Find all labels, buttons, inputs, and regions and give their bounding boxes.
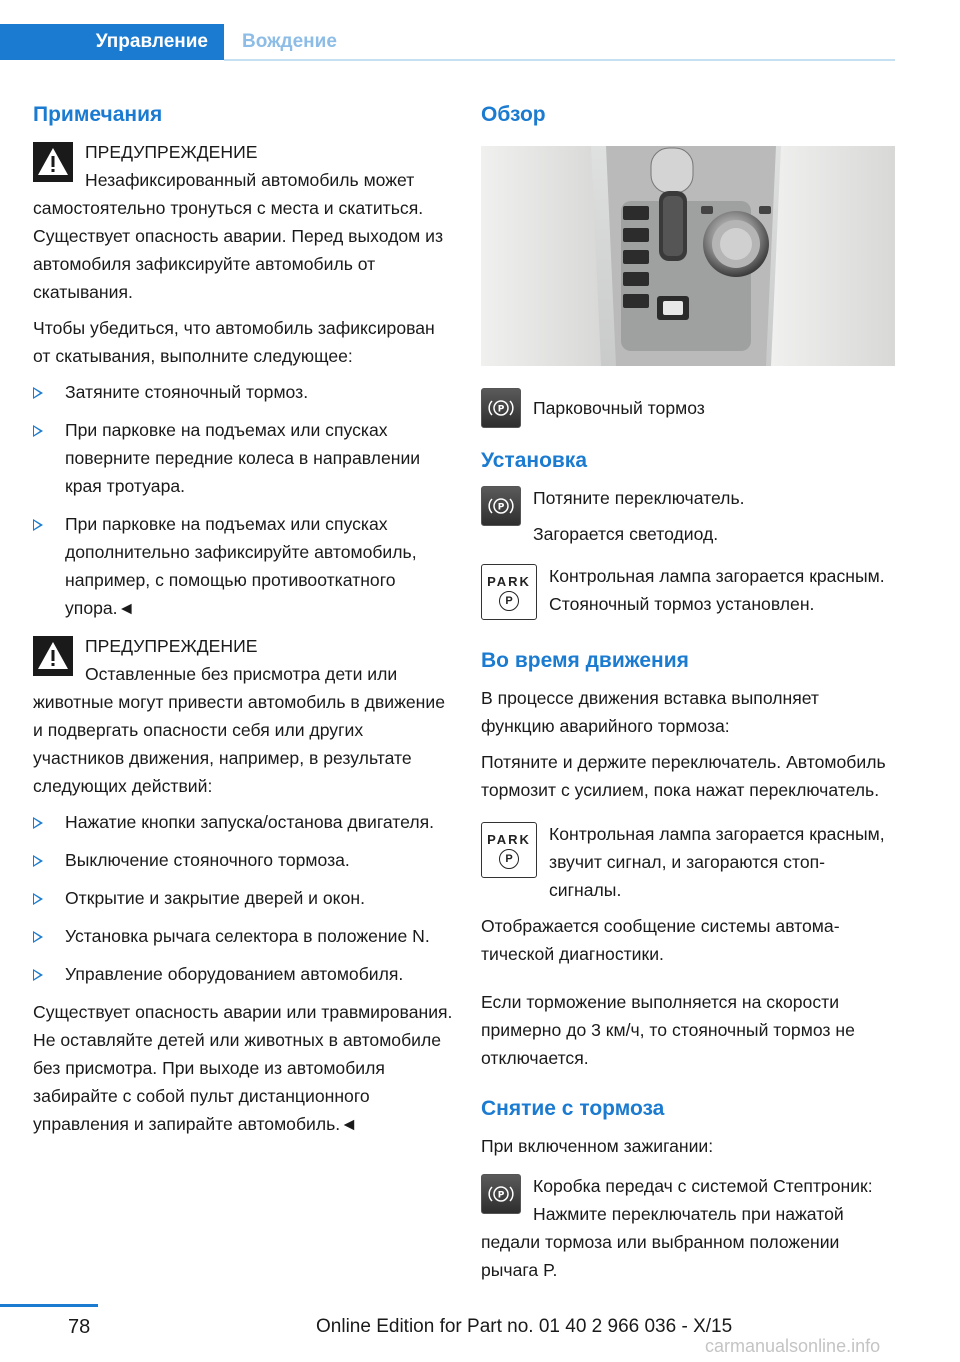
- list-item: При парковке на подъемах или спусках дополнительно зафиксируйте автомобиль, например, с помощью противооткатного упора.◄: [33, 510, 453, 622]
- warning-block-1: [33, 138, 453, 306]
- risk-actions-list: [33, 808, 453, 988]
- driving-heading: Во время движения: [481, 649, 689, 672]
- warning-title: ПРЕДУПРЕЖДЕНИЕ: [85, 636, 258, 656]
- left-column: [33, 100, 453, 1146]
- closing-paragraph: Существует опасность аварии или травмирования. Не оставляйте детей или животных в автомобиле без присмотра. При выходе из автомобиля забирайте с собой пульт дистанционного управления и запирайте автомобиль.◄: [33, 1002, 453, 1134]
- watermark: carmanualsonline.info: [705, 1336, 881, 1356]
- park-lamp-note-2: [481, 820, 896, 904]
- triangle-bullet-icon: [33, 425, 43, 437]
- park-lamp-note-1: [481, 562, 896, 624]
- center-console-photo: [481, 146, 895, 366]
- right-column: [481, 100, 896, 1284]
- parking-brake-button-icon: [481, 486, 521, 526]
- edition-text: Online Edition for Part no. 01 40 2 966 036 - X/15: [316, 1316, 733, 1337]
- release-heading: Снятие с тормоза: [481, 1097, 665, 1120]
- notes-heading: Примечания: [33, 103, 163, 126]
- release-note: [481, 1172, 896, 1284]
- driving-paragraph-4: Если торможение выполняется на скорости примерно до 3 км/ч, то стояночный тормоз не отключается.: [481, 992, 855, 1068]
- warning-text: Незафиксированный автомобиль может самостоятельно тронуться с места и скатиться. Существует опасность аварии. Перед выходом из автомобиля зафиксируйте автомобиль от скатывания.: [33, 170, 444, 302]
- list-item: Открытие и закрытие дверей и окон.: [33, 884, 453, 912]
- set-step-1: Потяните переключатель.: [533, 488, 745, 508]
- triangle-bullet-icon: [33, 893, 43, 905]
- park-indicator-icon: PARK P: [481, 564, 537, 620]
- overview-legend: [481, 386, 896, 432]
- svg-text:P: P: [497, 1190, 505, 1201]
- securing-list: [33, 378, 453, 622]
- warning-text: Оставленные без присмотра дети или животные могут привести автомобиль в движение и подвергать опасности себя или других участников движения, например, в результате следующих действий:: [33, 664, 445, 796]
- driving-paragraph-2: Потяните и держите переключатель. Автомобиль тормозит с усилием, пока нажат переключатель.: [481, 752, 886, 800]
- header-rule: [224, 59, 895, 61]
- park-indicator-icon: PARK P: [481, 822, 537, 878]
- triangle-bullet-icon: [33, 931, 43, 943]
- intro-paragraph: Чтобы убедиться, что автомобиль зафиксирован от скатывания, выполните следующее:: [33, 318, 435, 366]
- triangle-bullet-icon: [33, 969, 43, 981]
- list-item: Установка рычага селектора в положение N.: [33, 922, 453, 950]
- top-navigation: [0, 24, 895, 62]
- park-lamp-text-2: Контрольная лампа загорается красным, звучит сигнал, и загораются стоп-сигналы.: [549, 824, 885, 900]
- driving-paragraph-1: В процессе движения вставка выполняет функцию аварийного тормоза:: [481, 688, 819, 736]
- svg-text:P: P: [497, 404, 505, 415]
- triangle-bullet-icon: [33, 519, 43, 531]
- triangle-bullet-icon: [33, 817, 43, 829]
- footer-rule: [0, 1304, 98, 1307]
- warning-title: ПРЕДУПРЕЖДЕНИЕ: [85, 142, 258, 162]
- set-heading: Установка: [481, 449, 587, 472]
- overview-caption: Парковочный тормоз: [533, 398, 705, 418]
- parking-brake-button-icon: [481, 1174, 521, 1214]
- triangle-bullet-icon: [33, 387, 43, 399]
- release-paragraph-2: Коробка передач с системой Стептроник: Нажмите переключатель при нажатой педали тормоза или выбранном положении рычага P.: [481, 1176, 873, 1280]
- triangle-bullet-icon: [33, 855, 43, 867]
- warning-icon: [33, 636, 73, 676]
- list-item: Нажатие кнопки запуска/останова двигателя.: [33, 808, 453, 836]
- parking-brake-button-icon: [481, 388, 521, 428]
- set-steps: [481, 484, 896, 548]
- park-lamp-text-1: Контрольная лампа загорается красным. Стояночный тормоз установлен.: [549, 566, 885, 614]
- driving-paragraph-3: Отображается сообщение системы автоматической диагностики.: [481, 916, 840, 964]
- tab-control[interactable]: Управление: [0, 24, 224, 60]
- release-paragraph-1: При включенном зажигании:: [481, 1136, 714, 1156]
- list-item: Управление оборудованием автомобиля.: [33, 960, 453, 988]
- tab-driving[interactable]: Вождение: [242, 31, 337, 52]
- list-item: Выключение стояночного тормоза.: [33, 846, 453, 874]
- overview-heading: Обзор: [481, 103, 546, 126]
- warning-block-2: [33, 632, 453, 800]
- svg-text:P: P: [497, 502, 505, 513]
- set-step-2: Загорается светодиод.: [533, 524, 719, 544]
- warning-icon: [33, 142, 73, 182]
- page-number: 78: [68, 1316, 91, 1338]
- list-item: При парковке на подъемах или спусках поверните передние колеса в направлении края тротуара.: [33, 416, 453, 500]
- list-item: Затяните стояночный тормоз.: [33, 378, 453, 406]
